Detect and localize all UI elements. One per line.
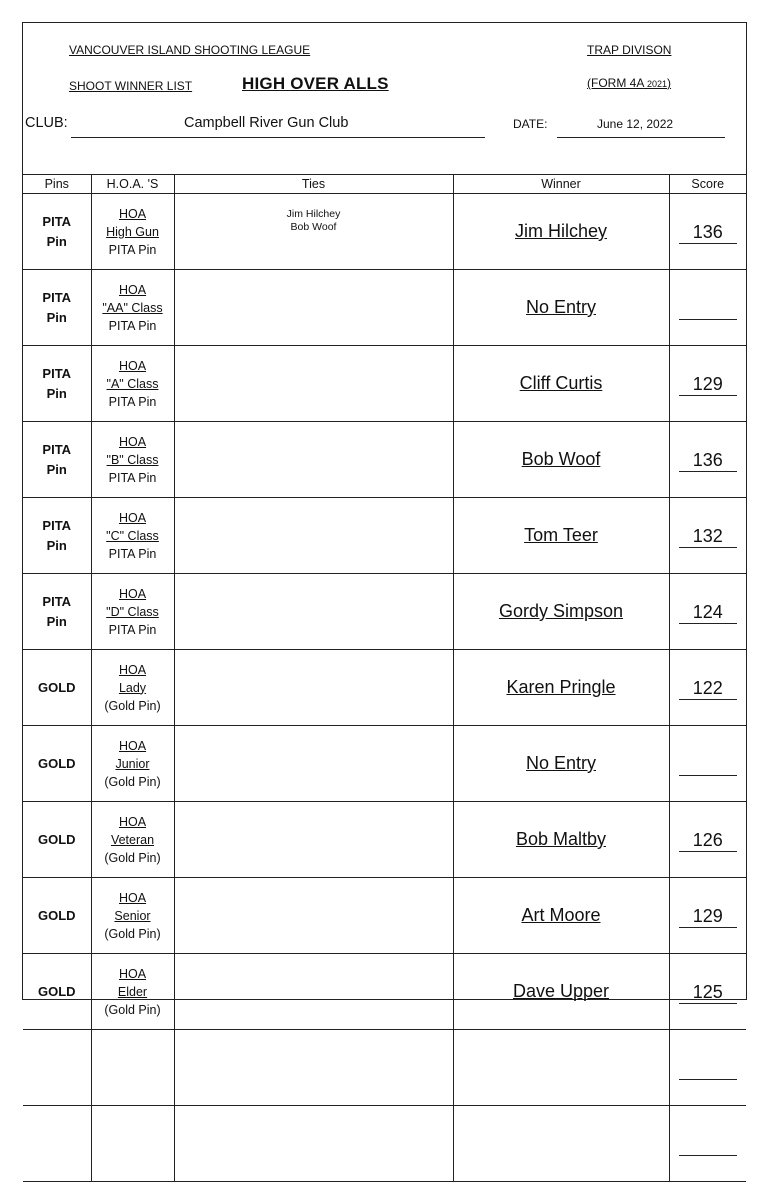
score-value: 136 bbox=[679, 221, 738, 244]
hoa-label: HOA bbox=[118, 282, 147, 297]
date-underline bbox=[557, 137, 725, 138]
winner-cell bbox=[453, 346, 669, 422]
hoa-label: HOA bbox=[118, 586, 147, 601]
pins-cell bbox=[23, 346, 91, 422]
pin-label: GOLD bbox=[37, 831, 76, 847]
score-value: 136 bbox=[679, 449, 738, 472]
list-title: HIGH OVER ALLS bbox=[242, 74, 389, 93]
hoa-label: HOA bbox=[118, 966, 147, 981]
list-label: SHOOT WINNER LIST bbox=[69, 79, 193, 93]
table-row bbox=[23, 878, 746, 954]
score-cell bbox=[669, 346, 746, 422]
hoa-label: HOA bbox=[118, 358, 147, 373]
pin-label: PITA bbox=[42, 213, 72, 229]
date-value: June 12, 2022 bbox=[597, 117, 674, 131]
table-row bbox=[23, 1030, 746, 1106]
pins-cell bbox=[23, 498, 91, 574]
tie-name: Jim Hilchey bbox=[286, 208, 341, 220]
hoa-label: HOA bbox=[118, 510, 147, 525]
hoa-pin-type: (Gold Pin) bbox=[104, 850, 161, 865]
ties-cell bbox=[174, 346, 453, 422]
score-cell bbox=[669, 1030, 746, 1106]
pin-label-2: Pin bbox=[46, 461, 67, 477]
table-row bbox=[23, 498, 746, 574]
score-cell bbox=[669, 878, 746, 954]
hoa-cell bbox=[91, 270, 174, 346]
hoa-cell bbox=[91, 498, 174, 574]
pin-label-2: Pin bbox=[46, 537, 67, 553]
division-title: TRAP DIVISON bbox=[587, 43, 672, 57]
winner-cell bbox=[453, 1030, 669, 1106]
ties-cell bbox=[174, 1030, 453, 1106]
hoa-category: Junior bbox=[115, 756, 150, 771]
winner-cell bbox=[453, 650, 669, 726]
hoa-cell bbox=[91, 346, 174, 422]
table-header-row bbox=[23, 175, 746, 194]
hoa-pin-type: (Gold Pin) bbox=[104, 698, 161, 713]
league-title: VANCOUVER ISLAND SHOOTING LEAGUE bbox=[69, 43, 311, 57]
pin-label: GOLD bbox=[37, 983, 76, 999]
winner-cell bbox=[453, 878, 669, 954]
score-cell bbox=[669, 194, 746, 270]
hoa-pin-type: PITA Pin bbox=[108, 242, 157, 257]
score-value: 122 bbox=[679, 677, 738, 700]
hoa-label: HOA bbox=[118, 890, 147, 905]
hoa-pin-type: PITA Pin bbox=[108, 394, 157, 409]
hoa-pin-type: PITA Pin bbox=[108, 622, 157, 637]
hoa-cell bbox=[91, 650, 174, 726]
table-row bbox=[23, 954, 746, 1030]
hoa-cell bbox=[91, 574, 174, 650]
ties-cell bbox=[174, 726, 453, 802]
winner-name: Bob Maltby bbox=[515, 829, 607, 849]
score-value: 125 bbox=[679, 981, 738, 1004]
winner-cell bbox=[453, 1106, 669, 1182]
winner-name: Gordy Simpson bbox=[498, 601, 624, 621]
winner-name: Art Moore bbox=[521, 905, 601, 925]
winner-name: Cliff Curtis bbox=[519, 373, 603, 393]
ties-cell bbox=[174, 878, 453, 954]
winner-name: No Entry bbox=[525, 753, 597, 773]
hoa-category: Elder bbox=[117, 984, 148, 999]
table-row bbox=[23, 270, 746, 346]
pins-cell bbox=[23, 422, 91, 498]
hoa-category: "A" Class bbox=[106, 376, 159, 391]
hoa-label: HOA bbox=[118, 814, 147, 829]
hoa-cell bbox=[91, 802, 174, 878]
hoa-label: HOA bbox=[118, 206, 147, 221]
table-row bbox=[23, 802, 746, 878]
ties-cell bbox=[174, 802, 453, 878]
hoa-cell bbox=[91, 422, 174, 498]
hoa-cell bbox=[91, 194, 174, 270]
club-label: CLUB: bbox=[25, 115, 68, 131]
col-header-ties: Ties bbox=[174, 175, 453, 194]
hoa-cell bbox=[91, 878, 174, 954]
score-cell bbox=[669, 726, 746, 802]
hoa-category: Lady bbox=[118, 680, 147, 695]
score-cell bbox=[669, 270, 746, 346]
ties-cell bbox=[174, 194, 453, 270]
ties-cell bbox=[174, 650, 453, 726]
score-value: 129 bbox=[679, 905, 738, 928]
pins-cell bbox=[23, 194, 91, 270]
score-cell bbox=[669, 954, 746, 1030]
hoa-pin-type: PITA Pin bbox=[108, 470, 157, 485]
pin-label-2: Pin bbox=[46, 613, 67, 629]
pins-cell bbox=[23, 650, 91, 726]
pins-cell bbox=[23, 270, 91, 346]
score-value bbox=[679, 297, 738, 320]
winner-cell bbox=[453, 270, 669, 346]
hoa-category: "C" Class bbox=[106, 528, 159, 543]
col-header-pins: Pins bbox=[23, 175, 91, 194]
winner-cell bbox=[453, 194, 669, 270]
pin-label: GOLD bbox=[37, 755, 76, 771]
table-row bbox=[23, 422, 746, 498]
hoa-pin-type: PITA Pin bbox=[108, 546, 157, 561]
club-value: Campbell River Gun Club bbox=[184, 115, 349, 131]
pins-cell bbox=[23, 802, 91, 878]
pins-cell bbox=[23, 878, 91, 954]
table-row bbox=[23, 194, 746, 270]
pins-cell bbox=[23, 1106, 91, 1182]
col-header-winner: Winner bbox=[453, 175, 669, 194]
winner-name: Jim Hilchey bbox=[514, 221, 607, 241]
winner-name: Tom Teer bbox=[524, 525, 598, 545]
ties-cell bbox=[174, 422, 453, 498]
pins-cell bbox=[23, 954, 91, 1030]
hoa-category: "B" Class bbox=[106, 452, 159, 467]
winner-name: Bob Woof bbox=[521, 449, 601, 469]
pin-label: PITA bbox=[42, 593, 72, 609]
winner-cell bbox=[453, 498, 669, 574]
ties-cell bbox=[174, 498, 453, 574]
score-cell bbox=[669, 422, 746, 498]
date-label: DATE: bbox=[513, 117, 548, 131]
score-value: 132 bbox=[679, 525, 738, 548]
hoa-label: HOA bbox=[118, 738, 147, 753]
winner-cell bbox=[453, 574, 669, 650]
hoa-cell bbox=[91, 954, 174, 1030]
pin-label: PITA bbox=[42, 441, 72, 457]
score-value: 126 bbox=[679, 829, 738, 852]
hoa-category: High Gun bbox=[106, 224, 159, 239]
table-row bbox=[23, 650, 746, 726]
hoa-label: HOA bbox=[118, 434, 147, 449]
winner-name: Dave Upper bbox=[512, 981, 610, 1001]
winner-name: No Entry bbox=[525, 297, 597, 317]
table-row bbox=[23, 574, 746, 650]
score-value bbox=[679, 1057, 738, 1080]
ties-cell bbox=[174, 270, 453, 346]
score-cell bbox=[669, 498, 746, 574]
score-value bbox=[679, 753, 738, 776]
col-header-hoas: H.O.A. 'S bbox=[91, 175, 174, 194]
pin-label-2: Pin bbox=[46, 385, 67, 401]
table-row bbox=[23, 1106, 746, 1182]
winner-cell bbox=[453, 422, 669, 498]
score-cell bbox=[669, 650, 746, 726]
winner-list-form bbox=[22, 22, 747, 1017]
hoa-category: Senior bbox=[114, 908, 151, 923]
score-cell bbox=[669, 574, 746, 650]
pin-label: PITA bbox=[42, 289, 72, 305]
ties-cell bbox=[174, 954, 453, 1030]
tie-name: Bob Woof bbox=[290, 221, 337, 233]
pin-label-2: Pin bbox=[46, 233, 67, 249]
winner-cell bbox=[453, 726, 669, 802]
hoa-category: "AA" Class bbox=[102, 300, 163, 315]
pin-label: PITA bbox=[42, 517, 72, 533]
hoa-cell bbox=[91, 726, 174, 802]
table-row bbox=[23, 346, 746, 422]
pin-label: GOLD bbox=[37, 907, 76, 923]
winner-cell bbox=[453, 954, 669, 1030]
score-value: 124 bbox=[679, 601, 738, 624]
hoa-cell bbox=[91, 1106, 174, 1182]
club-underline bbox=[71, 137, 485, 138]
table-row bbox=[23, 726, 746, 802]
ties-cell bbox=[174, 1106, 453, 1182]
pins-cell bbox=[23, 726, 91, 802]
score-cell bbox=[669, 802, 746, 878]
hoa-category: "D" Class bbox=[106, 604, 159, 619]
pin-label: GOLD bbox=[37, 679, 76, 695]
pin-label-2: Pin bbox=[46, 309, 67, 325]
hoa-pin-type: (Gold Pin) bbox=[104, 926, 161, 941]
hoa-label: HOA bbox=[118, 662, 147, 677]
form-number: (FORM 4A 2021) bbox=[587, 76, 672, 90]
hoa-pin-type: (Gold Pin) bbox=[104, 774, 161, 789]
hoa-pin-type: (Gold Pin) bbox=[104, 1002, 161, 1017]
pin-label: PITA bbox=[42, 365, 72, 381]
col-header-score: Score bbox=[669, 175, 746, 194]
winner-name: Karen Pringle bbox=[506, 677, 616, 697]
score-value bbox=[679, 1133, 738, 1156]
winner-cell bbox=[453, 802, 669, 878]
hoa-category: Veteran bbox=[110, 832, 155, 847]
hoa-cell bbox=[91, 1030, 174, 1106]
pins-cell bbox=[23, 1030, 91, 1106]
ties-cell bbox=[174, 574, 453, 650]
score-value: 129 bbox=[679, 373, 738, 396]
winners-table bbox=[23, 174, 746, 1182]
hoa-pin-type: PITA Pin bbox=[108, 318, 157, 333]
score-cell bbox=[669, 1106, 746, 1182]
pins-cell bbox=[23, 574, 91, 650]
